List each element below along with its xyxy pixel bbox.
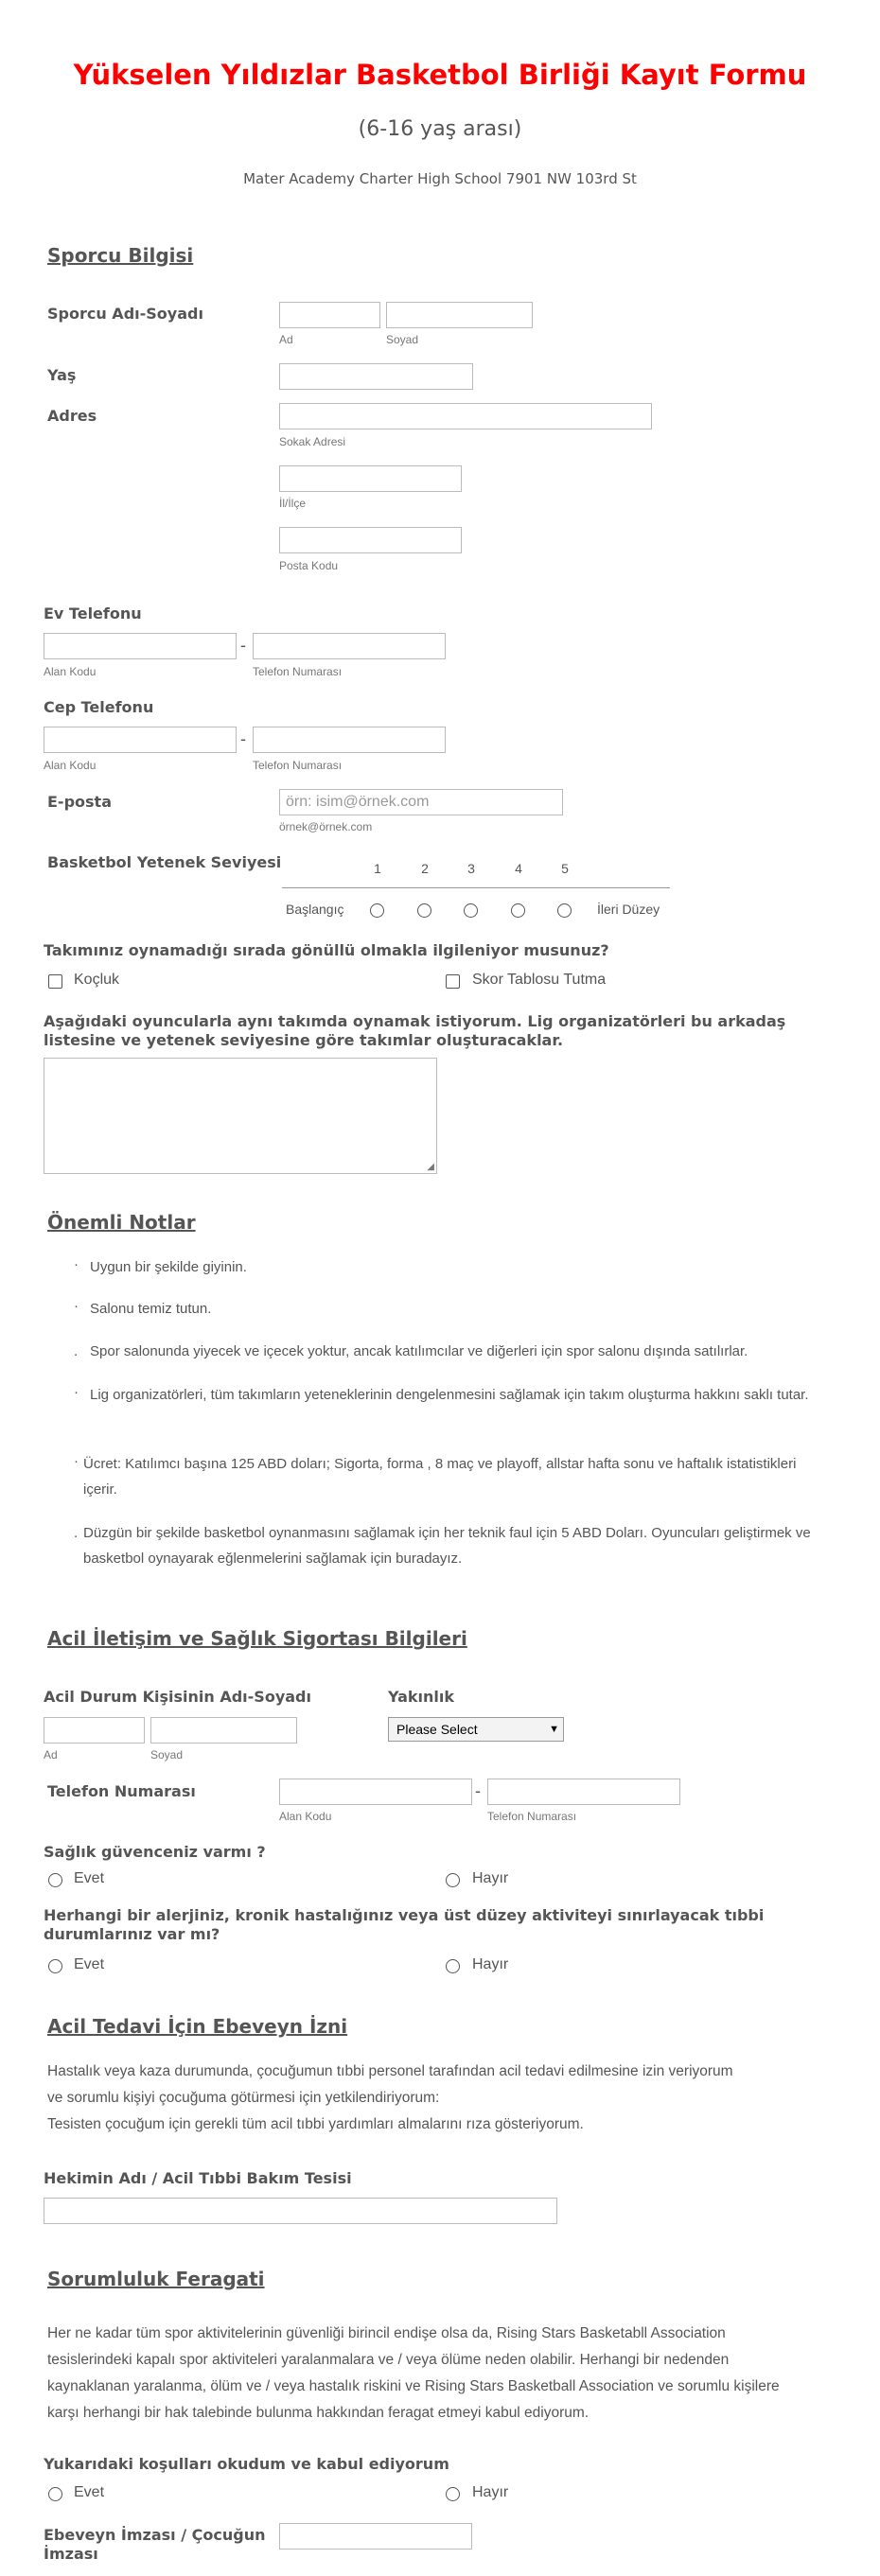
home-phone-area-sublabel: Alan Kodu	[44, 665, 97, 678]
insurance-label: Sağlık güvenceniz varmı ?	[44, 1843, 266, 1861]
home-phone-number-sublabel: Telefon Numarası	[253, 665, 343, 678]
note-text: Ücret: Katılımcı başına 125 ABD doları; Sigorta, forma , 8 maç ve playoff, allstar hafta sonu ve haftalık istatistikleri içerir.	[83, 1456, 797, 1498]
zip-input[interactable]	[279, 527, 462, 553]
allergy-yes-label: Evet	[74, 1956, 105, 1972]
agree-no-label: Hayır	[472, 2484, 509, 2500]
allergy-no-radio[interactable]	[446, 1959, 460, 1973]
relation-select-value: Please Select	[396, 1722, 478, 1737]
emergency-last-sublabel: Soyad	[150, 1748, 184, 1761]
section-title-notes: Önemli Notlar	[47, 1211, 196, 1234]
volunteer-label: Takımınız oynamadığı sırada gönüllü olmakla ilgileniyor musunuz?	[44, 941, 609, 959]
note-text: Uygun bir şekilde giyinin.	[90, 1259, 247, 1275]
note-text: Lig organizatörleri, tüm takımların yeteneklerinin dengelenmesini sağlamak için takım oluşturma hakkını saklı tutar.	[90, 1387, 809, 1403]
waiver-text-line: tesislerindeki kapalı spor aktiviteleri yaralanmalara ve / veya ölüme neden olabilir. Herhangi bir nedenden	[47, 2352, 730, 2368]
note-bullet: ·	[74, 1453, 79, 1469]
email-label: E-posta	[47, 793, 112, 811]
address-label: Adres	[47, 407, 97, 425]
volunteer-scoreboard-label: Skor Tablosu Tutma	[472, 972, 607, 988]
skill-min-label: Başlangıç	[286, 902, 344, 917]
section-title-emergency: Acil İletişim ve Sağlık Sigortası Bilgileri	[47, 1627, 467, 1650]
age-input[interactable]	[279, 363, 473, 390]
teammates-textarea[interactable]	[44, 1058, 437, 1174]
consent-text-line: ve sorumlu kişiyi çocuğuma götürmesi için yetkilendiriyorum:	[47, 2090, 440, 2106]
doctor-label: Hekimin Adı / Acil Tıbbi Bakım Tesisi	[44, 2169, 352, 2187]
street-address-input[interactable]	[279, 403, 652, 429]
section-title-waiver: Sorumluluk Feragati	[47, 2268, 265, 2290]
last-name-sublabel: Soyad	[386, 333, 419, 346]
insurance-yes-radio[interactable]	[48, 1873, 62, 1887]
teammates-label: Aşağıdaki oyuncularla aynı takımda oynamak istiyorum. Lig organizatörleri bu arkadaş listesine ve yetenek seviyesine göre takımlar oluşturacaklar.	[44, 1012, 786, 1049]
note-item	[74, 1254, 831, 1280]
athlete-first-name-input[interactable]	[279, 302, 380, 328]
cell-phone-number-input[interactable]	[253, 727, 446, 753]
skill-scale-1: 1	[374, 861, 381, 876]
note-bullet: .	[74, 1343, 79, 1359]
emergency-phone-area-input[interactable]	[279, 1779, 472, 1805]
emergency-first-sublabel: Ad	[44, 1748, 58, 1761]
athlete-last-name-input[interactable]	[386, 302, 533, 328]
volunteer-coaching-label: Koçluk	[74, 972, 120, 988]
email-input[interactable]: örn: isim@örnek.com	[279, 789, 563, 815]
note-item	[74, 1520, 831, 1571]
city-input[interactable]	[279, 465, 462, 492]
skill-radio-1[interactable]	[370, 903, 384, 918]
cell-phone-label: Cep Telefonu	[44, 698, 154, 716]
emergency-contact-label: Acil Durum Kişisinin Adı-Soyadı	[44, 1688, 311, 1706]
emergency-phone-number-input[interactable]	[487, 1779, 680, 1805]
waiver-text-line: kaynaklanan yaralanma, ölüm ve / veya hastalık riskini ve Rising Stars Basketball Association ve sorumlu kişilere	[47, 2378, 780, 2394]
emergency-phone-number-sublabel: Telefon Numarası	[487, 1810, 577, 1823]
insurance-no-radio[interactable]	[446, 1873, 460, 1887]
note-item	[74, 1339, 850, 1364]
consent-text-line: Hastalık veya kaza durumunda, çocuğumun tıbbi personel tarafından acil tedavi edilmesine izin veriyorum	[47, 2063, 733, 2079]
insurance-no-label: Hayır	[472, 1870, 509, 1886]
home-phone-number-input[interactable]	[253, 633, 446, 659]
skill-scale-5: 5	[561, 861, 569, 876]
waiver-text-line: karşı herhangi bir hak talebinde bulunma hakkından feragat etmeyi kabul ediyorum.	[47, 2405, 590, 2421]
note-text: Düzgün bir şekilde basketbol oynanmasını sağlamak için her teknik faul için 5 ABD Doları. Oyuncuları geliştirmek ve basketbol oynayarak eğlenmelerini sağlamak için buradayız.	[83, 1525, 811, 1567]
agree-yes-radio[interactable]	[48, 2487, 62, 2501]
skill-radio-2[interactable]	[417, 903, 431, 918]
consent-text-line: Tesisten çocuğum için gerekli tüm acil tıbbi yardımları almalarını rıza gösteriyorum.	[47, 2116, 584, 2132]
note-item	[74, 1382, 831, 1408]
allergy-no-label: Hayır	[472, 1956, 509, 1972]
relation-label: Yakınlık	[388, 1688, 455, 1706]
waiver-text-line: Her ne kadar tüm spor aktivitelerinin güvenliği birincil endişe olsa da, Rising Stars Basketabll Association	[47, 2325, 726, 2341]
home-phone-label: Ev Telefonu	[44, 605, 142, 622]
street-address-sublabel: Sokak Adresi	[279, 435, 346, 448]
agree-label: Yukarıdaki koşulları okudum ve kabul ediyorum	[44, 2455, 449, 2473]
allergy-yes-radio[interactable]	[48, 1959, 62, 1973]
skill-level-label: Basketbol Yetenek Seviyesi	[47, 853, 282, 871]
zip-sublabel: Posta Kodu	[279, 559, 339, 572]
note-item	[74, 1296, 831, 1322]
volunteer-coaching-checkbox[interactable]	[48, 974, 62, 989]
home-phone-area-input[interactable]	[44, 633, 237, 659]
home-phone-dash: -	[240, 636, 246, 655]
cell-phone-area-input[interactable]	[44, 727, 237, 753]
city-sublabel: İl/İlçe	[279, 497, 307, 510]
age-label: Yaş	[47, 366, 77, 384]
agree-no-radio[interactable]	[446, 2487, 460, 2501]
skill-max-label: İleri Düzey	[597, 902, 660, 917]
skill-scale-divider	[282, 887, 670, 888]
first-name-sublabel: Ad	[279, 333, 293, 346]
signature-input[interactable]	[279, 2523, 472, 2550]
skill-radio-4[interactable]	[511, 903, 525, 918]
insurance-yes-label: Evet	[74, 1870, 105, 1886]
skill-radio-3[interactable]	[464, 903, 478, 918]
athlete-name-label: Sporcu Adı-Soyadı	[47, 305, 203, 323]
chevron-down-icon: ▼	[549, 1724, 559, 1735]
section-title-athlete: Sporcu Bilgisi	[47, 244, 194, 267]
note-bullet: ·	[74, 1256, 79, 1272]
agree-yes-label: Evet	[74, 2484, 105, 2500]
form-subtitle: (6-16 yaş arası)	[358, 117, 522, 141]
allergy-label: Herhangi bir alerjiniz, kronik hastalığınız veya üst düzey aktiviteyi sınırlayacak tıbbi durumlarınız var mı?	[44, 1906, 765, 1943]
signature-label: Ebeveyn İmzası / Çocuğun İmzası	[44, 2526, 266, 2563]
relation-select[interactable]	[388, 1717, 564, 1742]
emergency-phone-label: Telefon Numarası	[47, 1782, 196, 1800]
note-bullet: .	[74, 1525, 79, 1541]
emergency-last-name-input[interactable]	[150, 1717, 297, 1744]
emergency-phone-dash: -	[475, 1781, 481, 1800]
skill-scale-4: 4	[515, 861, 522, 876]
cell-phone-area-sublabel: Alan Kodu	[44, 759, 97, 772]
skill-scale-2: 2	[421, 861, 429, 876]
venue-address: Mater Academy Charter High School 7901 NW 103rd St	[243, 170, 637, 187]
cell-phone-number-sublabel: Telefon Numarası	[253, 759, 343, 772]
note-bullet: ·	[74, 1298, 79, 1314]
skill-radio-5[interactable]	[557, 903, 572, 918]
note-text: Salonu temiz tutun.	[90, 1301, 212, 1317]
form-title: Yükselen Yıldızlar Basketbol Birliği Kayıt Formu	[73, 59, 807, 91]
resize-handle-icon[interactable]: ◢	[427, 1162, 434, 1172]
doctor-input[interactable]	[44, 2198, 557, 2224]
note-bullet: ·	[74, 1384, 79, 1400]
emergency-phone-area-sublabel: Alan Kodu	[279, 1810, 332, 1823]
skill-scale-3: 3	[467, 861, 475, 876]
volunteer-scoreboard-checkbox[interactable]	[446, 974, 460, 989]
cell-phone-dash: -	[240, 729, 246, 748]
section-title-consent: Acil Tedavi İçin Ebeveyn İzni	[47, 2015, 348, 2038]
note-item	[74, 1451, 831, 1502]
email-sublabel: örnek@örnek.com	[279, 820, 373, 833]
emergency-first-name-input[interactable]	[44, 1717, 145, 1744]
note-text: Spor salonunda yiyecek ve içecek yoktur, ancak katılımcılar ve diğerleri için spor salonu dışında satılırlar.	[90, 1343, 748, 1359]
